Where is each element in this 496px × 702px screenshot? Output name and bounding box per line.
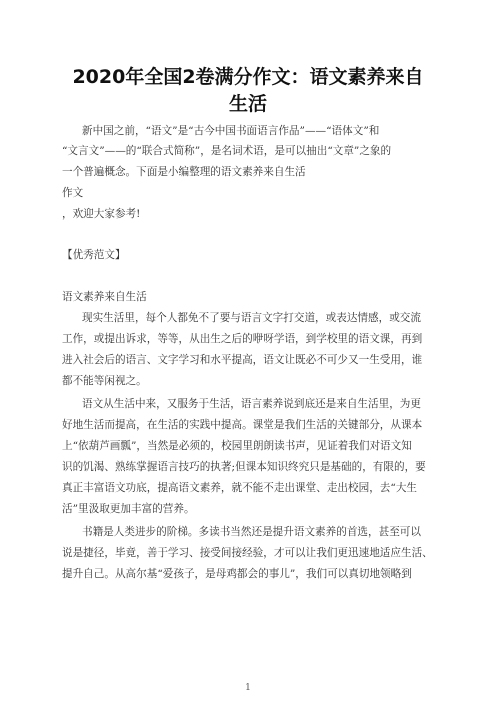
intro-line-4: 作文: [62, 187, 84, 199]
paragraph-2-line-6: 活”里汲取更加丰富的营养。: [62, 503, 195, 515]
intro-line-3: 一个普遍概念。下面是小编整理的语文素养来自生活: [62, 166, 306, 178]
paragraph-2-line-4: 识的饥渴、熟练掌握语言技巧的执著;但课本知识终究只是基础的，有限的，要: [62, 461, 426, 473]
title-line-1: 2020年全国2卷满分作文：语文素养来自: [72, 66, 424, 88]
intro-line-2: “文言文”——的“联合式简称”，是名词术语，是可以抽出“文章”之象的: [62, 145, 392, 157]
section-label: 【优秀范文】: [62, 249, 126, 261]
essay-title: 语文素养来自生活: [62, 291, 147, 303]
paragraph-2-line-3: 上“依葫芦画瓢”，当然是必须的，校园里朗朗读书声，见证着我们对语文知: [62, 440, 412, 452]
intro-line-1: 新中国之前，“语文”是“古今中国书面语言作品”——“语体文”和: [82, 125, 380, 137]
paragraph-3-line-1: 书籍是人类进步的阶梯。多读书当然还是提升语文素养的首选，甚至可以: [82, 526, 421, 538]
paragraph-1-line-2: 工作，或提出诉求，等等，从出生之后的咿呀学语，到学校里的语文课，再到: [62, 333, 423, 345]
paragraph-1-line-3: 进入社会后的语言、文字学习和水平提高，语文让既必不可少又一生受用，谁: [62, 354, 423, 366]
paragraph-2-line-1: 语文从生活中来，又服务于生活，语言素养说到底还是来自生活里，为更: [82, 398, 421, 410]
intro-line-5: ，欢迎大家参考!: [62, 208, 141, 220]
page-number: 1: [245, 683, 251, 693]
paragraph-2-line-5: 真正丰富语文功底，提高语文素养，就不能不走出课堂、走出校园，去“大生: [62, 482, 418, 494]
paragraph-3-line-3: 提升自己。从高尔基“爱孩子，是母鸡都会的事儿”，我们可以真切地领略到: [62, 568, 412, 580]
document-title: [60, 64, 436, 118]
title-line-2: 生活: [228, 93, 267, 115]
paragraph-3-line-2: 说是捷径，毕竟，善于学习、接受间接经验，才可以让我们更迅速地适应生活、: [62, 547, 433, 559]
paragraph-2-line-2: 好地生活而提高，在生活的实践中提高。课堂是我们生活的关键部分，从课本: [62, 419, 423, 431]
paragraph-1-line-4: 都不能等闲视之。: [62, 375, 147, 387]
paragraph-1-line-1: 现实生活里，每个人都免不了要与语言文字打交道，或表达情感，或交流: [82, 312, 421, 324]
